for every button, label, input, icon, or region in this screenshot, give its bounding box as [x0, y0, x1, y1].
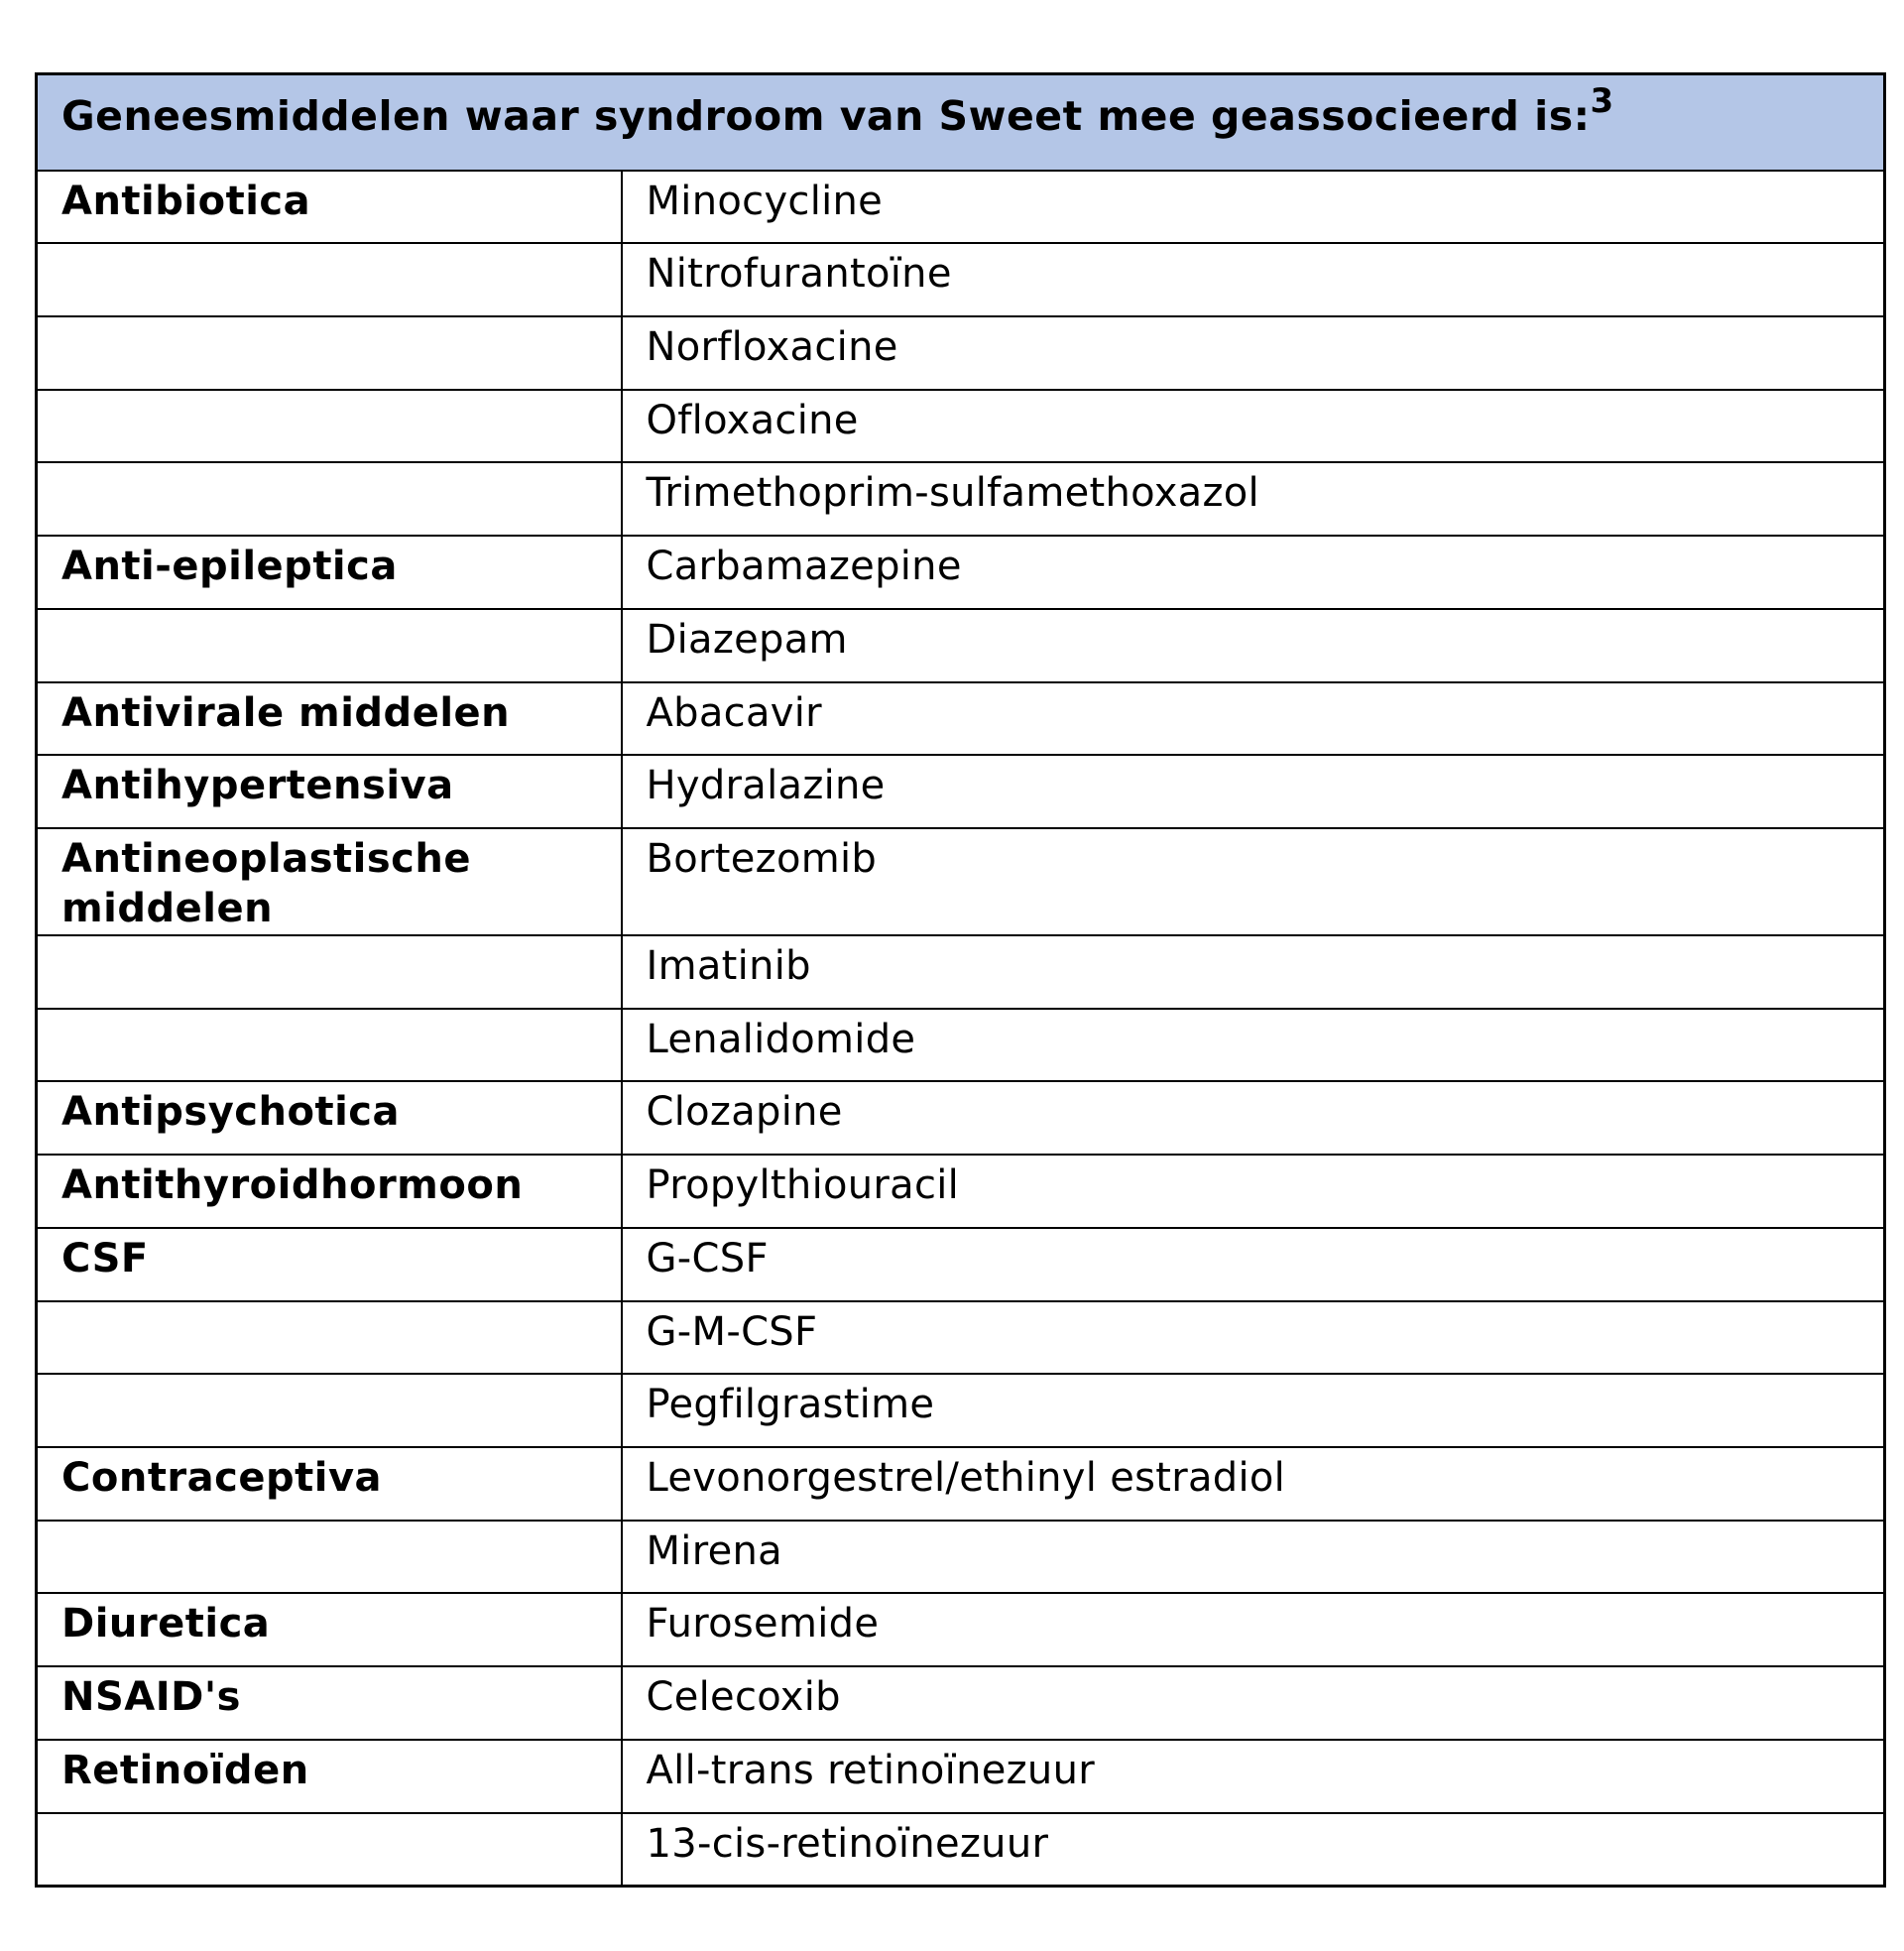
drug-cell: Lenalidomide — [622, 1009, 1885, 1082]
category-cell: Anti-epileptica — [37, 536, 622, 609]
table-row — [37, 682, 1885, 756]
category-cell: Diuretica — [37, 1593, 622, 1666]
table-row — [37, 316, 1885, 390]
table-row — [37, 243, 1885, 316]
category-cell: Antivirale middelen — [37, 682, 622, 756]
category-cell: Antipsychotica — [37, 1081, 622, 1155]
drug-cell: Carbamazepine — [622, 536, 1885, 609]
category-cell: Antithyroidhormoon — [37, 1155, 622, 1228]
table-row — [37, 828, 1885, 935]
drug-association-table — [35, 72, 1886, 1888]
drug-cell: Abacavir — [622, 682, 1885, 756]
title-footnote-ref: 3 — [1590, 81, 1614, 121]
table-row — [37, 1740, 1885, 1813]
category-cell — [37, 390, 622, 463]
table-row — [37, 536, 1885, 609]
drug-cell: Levonorgestrel/ethinyl estradiol — [622, 1447, 1885, 1521]
table-row — [37, 1521, 1885, 1594]
table-row — [37, 1593, 1885, 1666]
table-row — [37, 171, 1885, 244]
drug-cell: Bortezomib — [622, 828, 1885, 935]
drug-cell: Mirena — [622, 1521, 1885, 1594]
table-row — [37, 1666, 1885, 1740]
category-cell — [37, 243, 622, 316]
table-row — [37, 1009, 1885, 1082]
drug-cell: Furosemide — [622, 1593, 1885, 1666]
category-cell — [37, 316, 622, 390]
category-cell — [37, 1374, 622, 1447]
table-row — [37, 1447, 1885, 1521]
table-title-text: Geneesmiddelen waar syndroom van Sweet mee geassocieerd is: — [61, 92, 1591, 140]
table-row — [37, 462, 1885, 536]
table-body — [37, 171, 1885, 1887]
category-cell: Antibiotica — [37, 171, 622, 244]
category-cell: Retinoïden — [37, 1740, 622, 1813]
drug-cell: Diazepam — [622, 609, 1885, 682]
drug-cell: Celecoxib — [622, 1666, 1885, 1740]
category-cell — [37, 609, 622, 682]
table-row — [37, 1813, 1885, 1887]
table-header-row — [37, 74, 1885, 171]
table-title — [37, 74, 1885, 171]
table-row — [37, 1374, 1885, 1447]
drug-cell: 13-cis-retinoïnezuur — [622, 1813, 1885, 1887]
category-cell — [37, 462, 622, 536]
drug-cell: G-M-CSF — [622, 1301, 1885, 1375]
table-row — [37, 390, 1885, 463]
category-cell: Antihypertensiva — [37, 755, 622, 828]
category-cell: Contraceptiva — [37, 1447, 622, 1521]
drug-cell: Clozapine — [622, 1081, 1885, 1155]
category-cell: NSAID's — [37, 1666, 622, 1740]
category-cell — [37, 935, 622, 1009]
category-cell — [37, 1521, 622, 1594]
table-row — [37, 1155, 1885, 1228]
drug-cell: Imatinib — [622, 935, 1885, 1009]
category-cell — [37, 1813, 622, 1887]
drug-cell: All-trans retinoïnezuur — [622, 1740, 1885, 1813]
table-row — [37, 609, 1885, 682]
table-row — [37, 755, 1885, 828]
drug-cell: Propylthiouracil — [622, 1155, 1885, 1228]
table-row — [37, 1301, 1885, 1375]
drug-cell: Nitrofurantoïne — [622, 243, 1885, 316]
category-cell: Antineoplastische middelen — [37, 828, 622, 935]
category-cell — [37, 1009, 622, 1082]
table-row — [37, 1228, 1885, 1301]
drug-cell: G-CSF — [622, 1228, 1885, 1301]
drug-cell: Trimethoprim-sulfamethoxazol — [622, 462, 1885, 536]
drug-cell: Ofloxacine — [622, 390, 1885, 463]
drug-cell: Norfloxacine — [622, 316, 1885, 390]
table-row — [37, 935, 1885, 1009]
category-cell — [37, 1301, 622, 1375]
category-cell: CSF — [37, 1228, 622, 1301]
table-row — [37, 1081, 1885, 1155]
drug-cell: Pegfilgrastime — [622, 1374, 1885, 1447]
drug-cell: Hydralazine — [622, 755, 1885, 828]
drug-cell: Minocycline — [622, 171, 1885, 244]
